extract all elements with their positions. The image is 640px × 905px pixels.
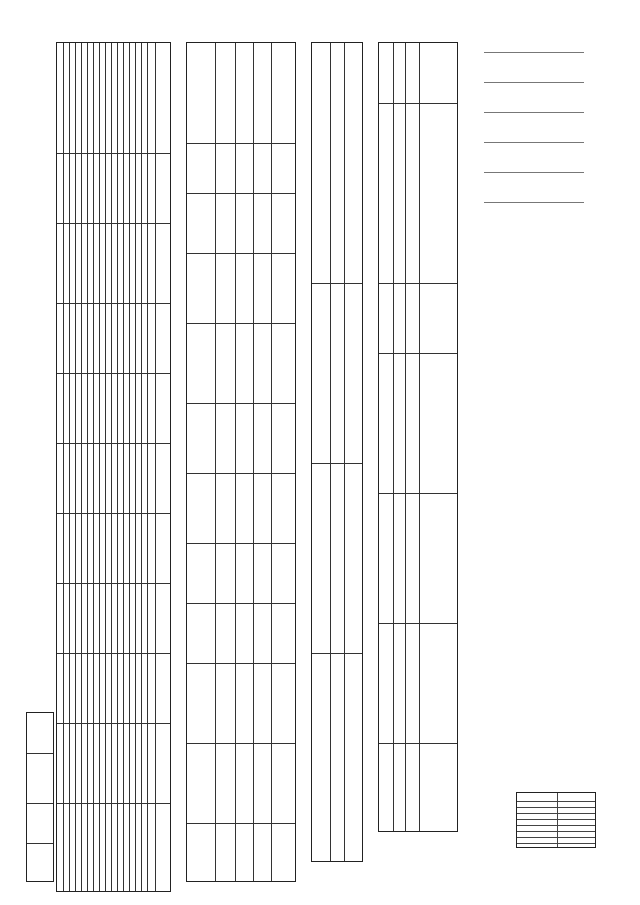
rotated-form-sheet (16, 12, 626, 892)
table-section-1 (378, 42, 458, 832)
code-box (516, 792, 596, 848)
footer-block (26, 712, 54, 882)
table-section-2 (311, 42, 363, 862)
table-section-3 (186, 42, 296, 882)
table-section-4 (56, 42, 171, 892)
